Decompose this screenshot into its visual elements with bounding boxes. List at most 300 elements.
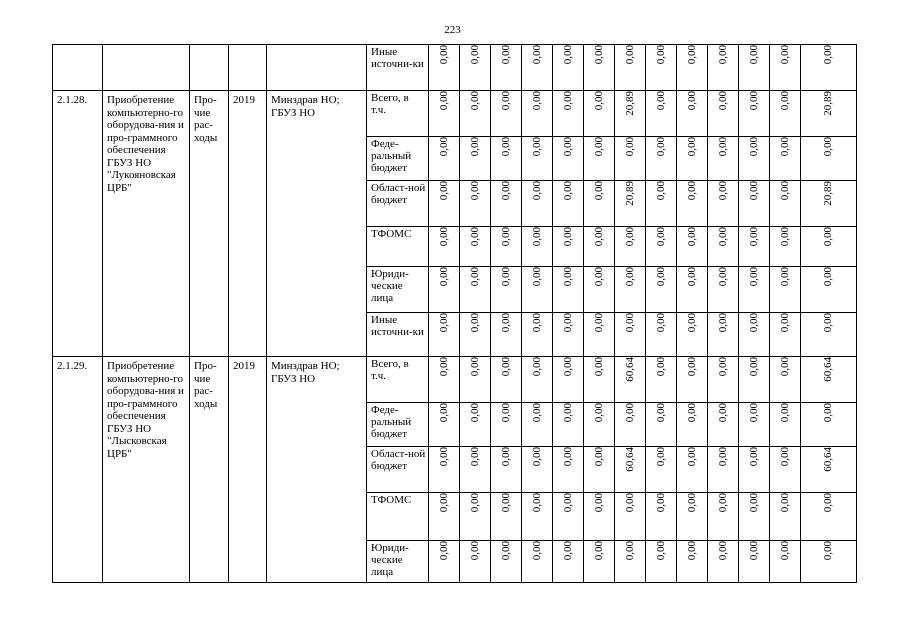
value-cell xyxy=(553,357,584,403)
item-name-cell xyxy=(103,45,190,91)
executor-cell xyxy=(267,357,367,583)
value-cell xyxy=(491,91,522,137)
value-cell xyxy=(460,267,491,313)
value-text: 0,00 xyxy=(822,227,835,247)
value-text: 20,89 xyxy=(822,91,835,116)
value-cell xyxy=(801,227,857,267)
value-cell xyxy=(801,357,857,403)
value-cell xyxy=(677,403,708,447)
value-cell xyxy=(522,493,553,541)
value-cell xyxy=(646,45,677,91)
value-cell xyxy=(646,91,677,137)
value-text: 0,00 xyxy=(685,181,698,201)
value-text: 0,00 xyxy=(499,267,512,287)
value-text: 0,00 xyxy=(822,137,835,157)
value-text: 0,00 xyxy=(561,541,574,561)
value-cell xyxy=(801,541,857,583)
value-text: 60,64 xyxy=(822,357,835,382)
value-text: 0,00 xyxy=(561,181,574,201)
funding-source-cell xyxy=(367,181,429,227)
expense-type-cell xyxy=(190,91,229,357)
value-cell xyxy=(615,493,646,541)
funding-source-label: ТФОМС xyxy=(371,494,412,506)
value-text: 0,00 xyxy=(468,267,481,287)
value-text: 0,00 xyxy=(499,493,512,513)
funding-source-cell xyxy=(367,447,429,493)
value-text: 0,00 xyxy=(747,181,760,201)
value-cell xyxy=(522,447,553,493)
value-text: 0,00 xyxy=(561,227,574,247)
value-cell xyxy=(553,403,584,447)
value-cell xyxy=(708,91,739,137)
item-number-cell xyxy=(53,45,103,91)
funding-source-cell xyxy=(367,541,429,583)
value-cell xyxy=(615,267,646,313)
executor-cell xyxy=(267,91,367,357)
value-text: 0,00 xyxy=(530,541,543,561)
item-number-cell xyxy=(53,91,103,357)
table-row xyxy=(53,357,857,403)
funding-source-label: ТФОМС xyxy=(371,228,412,240)
value-text: 0,00 xyxy=(716,493,729,513)
value-cell xyxy=(646,541,677,583)
item-name-text: Приобретение компьютерно-го оборудова-ния и про-граммного обеспечения ГБУЗ НО "Лукояновская ЦРБ" xyxy=(107,94,184,194)
value-cell xyxy=(491,45,522,91)
funding-source-cell xyxy=(367,357,429,403)
value-text: 0,00 xyxy=(716,447,729,467)
value-text: 0,00 xyxy=(778,91,791,111)
value-text: 0,00 xyxy=(499,181,512,201)
value-text: 0,00 xyxy=(654,447,667,467)
value-text: 0,00 xyxy=(623,137,636,157)
value-text: 0,00 xyxy=(592,357,605,377)
value-text: 0,00 xyxy=(685,357,698,377)
value-cell xyxy=(584,493,615,541)
item-number-cell xyxy=(53,357,103,583)
value-text: 0,00 xyxy=(623,403,636,423)
funding-source-label: Област-ной бюджет xyxy=(371,182,426,206)
value-cell xyxy=(615,313,646,357)
year-text: 2019 xyxy=(233,360,255,372)
value-text: 0,00 xyxy=(623,45,636,65)
value-text: 0,00 xyxy=(561,447,574,467)
value-text: 0,00 xyxy=(778,541,791,561)
value-text: 0,00 xyxy=(747,447,760,467)
value-cell xyxy=(770,45,801,91)
value-text: 0,00 xyxy=(716,541,729,561)
value-text: 0,00 xyxy=(685,493,698,513)
value-cell xyxy=(677,227,708,267)
value-cell xyxy=(739,447,770,493)
value-text: 0,00 xyxy=(468,493,481,513)
value-text: 0,00 xyxy=(530,267,543,287)
value-text: 0,00 xyxy=(716,91,729,111)
value-text: 0,00 xyxy=(530,91,543,111)
value-text: 0,00 xyxy=(530,357,543,377)
funding-source-label: Феде-ральный бюджет xyxy=(371,404,412,440)
value-cell xyxy=(553,227,584,267)
value-text: 0,00 xyxy=(654,541,667,561)
value-text: 0,00 xyxy=(468,227,481,247)
value-cell xyxy=(491,137,522,181)
item-number-text xyxy=(53,45,102,48)
value-cell xyxy=(770,493,801,541)
funding-source-label: Юриди-ческие лица xyxy=(371,268,409,304)
executor-cell xyxy=(267,45,367,91)
value-text: 0,00 xyxy=(685,91,698,111)
value-cell xyxy=(491,403,522,447)
value-cell xyxy=(460,45,491,91)
value-text: 0,00 xyxy=(592,181,605,201)
value-text: 0,00 xyxy=(592,91,605,111)
value-text: 0,00 xyxy=(685,45,698,65)
value-text: 0,00 xyxy=(530,447,543,467)
value-text: 0,00 xyxy=(468,45,481,65)
value-cell xyxy=(708,45,739,91)
value-cell xyxy=(460,313,491,357)
value-cell xyxy=(739,403,770,447)
value-text: 60,64 xyxy=(623,447,636,472)
value-cell xyxy=(646,447,677,493)
value-cell xyxy=(801,313,857,357)
year-text xyxy=(229,45,266,48)
value-cell xyxy=(677,267,708,313)
funding-source-cell xyxy=(367,493,429,541)
value-cell xyxy=(429,91,460,137)
value-cell xyxy=(646,313,677,357)
page-number: 223 xyxy=(444,24,461,36)
funding-source-cell xyxy=(367,227,429,267)
value-cell xyxy=(801,45,857,91)
value-cell xyxy=(770,447,801,493)
value-cell xyxy=(615,357,646,403)
value-cell xyxy=(677,181,708,227)
value-text: 0,00 xyxy=(592,45,605,65)
value-cell xyxy=(677,447,708,493)
value-text: 0,00 xyxy=(468,137,481,157)
value-text: 60,64 xyxy=(822,447,835,472)
table-row xyxy=(53,45,857,91)
value-cell xyxy=(770,541,801,583)
value-text: 0,00 xyxy=(561,313,574,333)
value-cell xyxy=(553,313,584,357)
value-text: 60,64 xyxy=(623,357,636,382)
value-text: 0,00 xyxy=(778,181,791,201)
value-text: 0,00 xyxy=(437,493,450,513)
value-text: 0,00 xyxy=(437,137,450,157)
value-text: 0,00 xyxy=(468,541,481,561)
value-cell xyxy=(584,227,615,267)
value-text: 0,00 xyxy=(499,227,512,247)
value-text: 0,00 xyxy=(747,227,760,247)
value-text: 0,00 xyxy=(437,403,450,423)
value-cell xyxy=(801,267,857,313)
value-text: 0,00 xyxy=(561,45,574,65)
value-text: 0,00 xyxy=(561,137,574,157)
expense-type-text: Про-чие рас-ходы xyxy=(194,360,218,410)
value-cell xyxy=(615,45,646,91)
value-text: 0,00 xyxy=(747,493,760,513)
value-cell xyxy=(522,45,553,91)
value-text: 0,00 xyxy=(654,45,667,65)
value-text: 0,00 xyxy=(685,137,698,157)
value-text: 0,00 xyxy=(685,447,698,467)
value-cell xyxy=(739,541,770,583)
value-text: 0,00 xyxy=(654,357,667,377)
value-text: 0,00 xyxy=(747,137,760,157)
value-text: 0,00 xyxy=(778,493,791,513)
value-text: 0,00 xyxy=(685,403,698,423)
value-cell xyxy=(615,181,646,227)
value-cell xyxy=(491,313,522,357)
value-cell xyxy=(584,313,615,357)
value-cell xyxy=(553,493,584,541)
value-cell xyxy=(460,447,491,493)
value-text: 0,00 xyxy=(592,227,605,247)
value-text: 0,00 xyxy=(499,45,512,65)
value-cell xyxy=(429,267,460,313)
value-text: 0,00 xyxy=(747,91,760,111)
value-text: 0,00 xyxy=(654,227,667,247)
value-text: 0,00 xyxy=(561,403,574,423)
value-text: 0,00 xyxy=(623,313,636,333)
value-cell xyxy=(584,181,615,227)
year-cell xyxy=(229,91,267,357)
funding-source-cell xyxy=(367,313,429,357)
value-cell xyxy=(615,403,646,447)
value-cell xyxy=(739,357,770,403)
value-cell xyxy=(584,357,615,403)
value-text: 0,00 xyxy=(778,137,791,157)
value-cell xyxy=(522,181,553,227)
value-cell xyxy=(584,541,615,583)
value-cell xyxy=(739,137,770,181)
value-cell xyxy=(522,313,553,357)
value-cell xyxy=(429,45,460,91)
funding-source-cell xyxy=(367,267,429,313)
value-text: 0,00 xyxy=(592,267,605,287)
value-text: 0,00 xyxy=(623,493,636,513)
value-text: 0,00 xyxy=(654,403,667,423)
funding-source-label: Всего, в т.ч. xyxy=(371,92,409,116)
value-text: 0,00 xyxy=(778,447,791,467)
value-cell xyxy=(429,313,460,357)
year-cell xyxy=(229,45,267,91)
value-cell xyxy=(646,137,677,181)
value-text: 0,00 xyxy=(592,541,605,561)
executor-text xyxy=(267,45,366,48)
value-text: 0,00 xyxy=(822,267,835,287)
value-text: 0,00 xyxy=(468,91,481,111)
value-text: 0,00 xyxy=(437,267,450,287)
value-cell xyxy=(429,227,460,267)
value-cell xyxy=(584,91,615,137)
value-text: 0,00 xyxy=(747,267,760,287)
value-cell xyxy=(460,91,491,137)
value-text: 0,00 xyxy=(468,357,481,377)
value-text: 0,00 xyxy=(623,267,636,287)
value-cell xyxy=(460,403,491,447)
value-cell xyxy=(739,267,770,313)
value-text: 0,00 xyxy=(499,91,512,111)
value-cell xyxy=(770,357,801,403)
value-text: 0,00 xyxy=(592,313,605,333)
executor-text: Минздрав НО; ГБУЗ НО xyxy=(271,360,340,385)
value-text: 0,00 xyxy=(716,313,729,333)
funding-source-label: Иные источни-ки xyxy=(371,46,424,70)
value-cell xyxy=(801,403,857,447)
table-row xyxy=(53,91,857,137)
value-cell xyxy=(739,313,770,357)
funding-source-label: Иные источни-ки xyxy=(371,314,424,338)
value-cell xyxy=(553,541,584,583)
value-cell xyxy=(708,403,739,447)
value-cell xyxy=(708,267,739,313)
value-text: 0,00 xyxy=(530,403,543,423)
value-cell xyxy=(677,493,708,541)
value-cell xyxy=(646,403,677,447)
value-cell xyxy=(522,227,553,267)
value-cell xyxy=(522,91,553,137)
value-text: 0,00 xyxy=(654,493,667,513)
value-text: 0,00 xyxy=(530,493,543,513)
item-number-text: 2.1.29. xyxy=(57,360,88,372)
value-text: 20,89 xyxy=(822,181,835,206)
value-cell xyxy=(708,313,739,357)
value-text: 0,00 xyxy=(437,45,450,65)
value-cell xyxy=(615,447,646,493)
value-cell xyxy=(770,313,801,357)
value-cell xyxy=(646,267,677,313)
value-text: 0,00 xyxy=(654,267,667,287)
value-text: 0,00 xyxy=(778,403,791,423)
value-cell xyxy=(677,541,708,583)
value-cell xyxy=(584,403,615,447)
value-text: 0,00 xyxy=(437,447,450,467)
item-number-text: 2.1.28. xyxy=(57,94,88,106)
value-cell xyxy=(739,45,770,91)
funding-source-label: Област-ной бюджет xyxy=(371,448,426,472)
value-text: 0,00 xyxy=(530,181,543,201)
value-text: 0,00 xyxy=(468,181,481,201)
value-cell xyxy=(646,357,677,403)
item-name-cell xyxy=(103,357,190,583)
value-text: 0,00 xyxy=(685,267,698,287)
item-name-text: Приобретение компьютерно-го оборудова-ния и про-граммного обеспечения ГБУЗ НО "Лысковская ЦРБ" xyxy=(107,360,184,460)
value-cell xyxy=(522,137,553,181)
value-cell xyxy=(491,227,522,267)
value-text: 0,00 xyxy=(437,313,450,333)
value-cell xyxy=(460,541,491,583)
value-text: 0,00 xyxy=(822,45,835,65)
value-text: 0,00 xyxy=(654,313,667,333)
executor-text: Минздрав НО; ГБУЗ НО xyxy=(271,94,340,119)
value-text: 0,00 xyxy=(654,181,667,201)
value-text: 0,00 xyxy=(468,447,481,467)
value-text: 20,89 xyxy=(623,181,636,206)
funding-source-cell xyxy=(367,45,429,91)
value-cell xyxy=(801,493,857,541)
value-text: 0,00 xyxy=(468,313,481,333)
value-cell xyxy=(739,181,770,227)
value-text: 0,00 xyxy=(778,267,791,287)
value-text: 0,00 xyxy=(623,227,636,247)
value-cell xyxy=(553,181,584,227)
value-text: 0,00 xyxy=(778,227,791,247)
value-text: 0,00 xyxy=(716,357,729,377)
value-text: 0,00 xyxy=(530,313,543,333)
value-text: 0,00 xyxy=(530,227,543,247)
value-text: 0,00 xyxy=(499,137,512,157)
value-text: 0,00 xyxy=(778,313,791,333)
funding-source-label: Юриди-ческие лица xyxy=(371,542,409,578)
value-text: 0,00 xyxy=(530,137,543,157)
value-text: 0,00 xyxy=(437,541,450,561)
value-cell xyxy=(677,357,708,403)
value-text: 0,00 xyxy=(623,541,636,561)
value-text: 0,00 xyxy=(592,137,605,157)
value-cell xyxy=(553,267,584,313)
value-cell xyxy=(553,45,584,91)
value-cell xyxy=(522,403,553,447)
value-text: 0,00 xyxy=(530,45,543,65)
value-cell xyxy=(429,357,460,403)
value-cell xyxy=(646,227,677,267)
value-cell xyxy=(491,541,522,583)
funding-source-cell xyxy=(367,91,429,137)
value-cell xyxy=(801,91,857,137)
value-cell xyxy=(708,447,739,493)
value-cell xyxy=(646,181,677,227)
value-cell xyxy=(708,181,739,227)
value-cell xyxy=(739,227,770,267)
value-cell xyxy=(801,447,857,493)
value-cell xyxy=(770,227,801,267)
value-text: 0,00 xyxy=(747,313,760,333)
value-cell xyxy=(522,541,553,583)
value-cell xyxy=(739,493,770,541)
value-text: 0,00 xyxy=(685,313,698,333)
value-cell xyxy=(460,181,491,227)
value-text: 0,00 xyxy=(499,403,512,423)
value-cell xyxy=(708,541,739,583)
value-cell xyxy=(553,137,584,181)
value-cell xyxy=(460,493,491,541)
value-cell xyxy=(584,447,615,493)
funding-source-cell xyxy=(367,137,429,181)
value-text: 0,00 xyxy=(747,403,760,423)
value-text: 0,00 xyxy=(654,137,667,157)
value-text: 0,00 xyxy=(499,357,512,377)
funding-source-cell xyxy=(367,403,429,447)
value-cell xyxy=(708,137,739,181)
value-cell xyxy=(801,137,857,181)
value-cell xyxy=(429,181,460,227)
value-cell xyxy=(460,227,491,267)
value-cell xyxy=(491,357,522,403)
value-cell xyxy=(522,357,553,403)
value-text: 0,00 xyxy=(685,227,698,247)
value-text: 0,00 xyxy=(778,357,791,377)
value-text: 0,00 xyxy=(499,541,512,561)
value-text: 0,00 xyxy=(822,313,835,333)
value-cell xyxy=(429,541,460,583)
value-cell xyxy=(522,267,553,313)
value-cell xyxy=(677,313,708,357)
value-text: 0,00 xyxy=(778,45,791,65)
value-cell xyxy=(770,91,801,137)
value-cell xyxy=(708,227,739,267)
